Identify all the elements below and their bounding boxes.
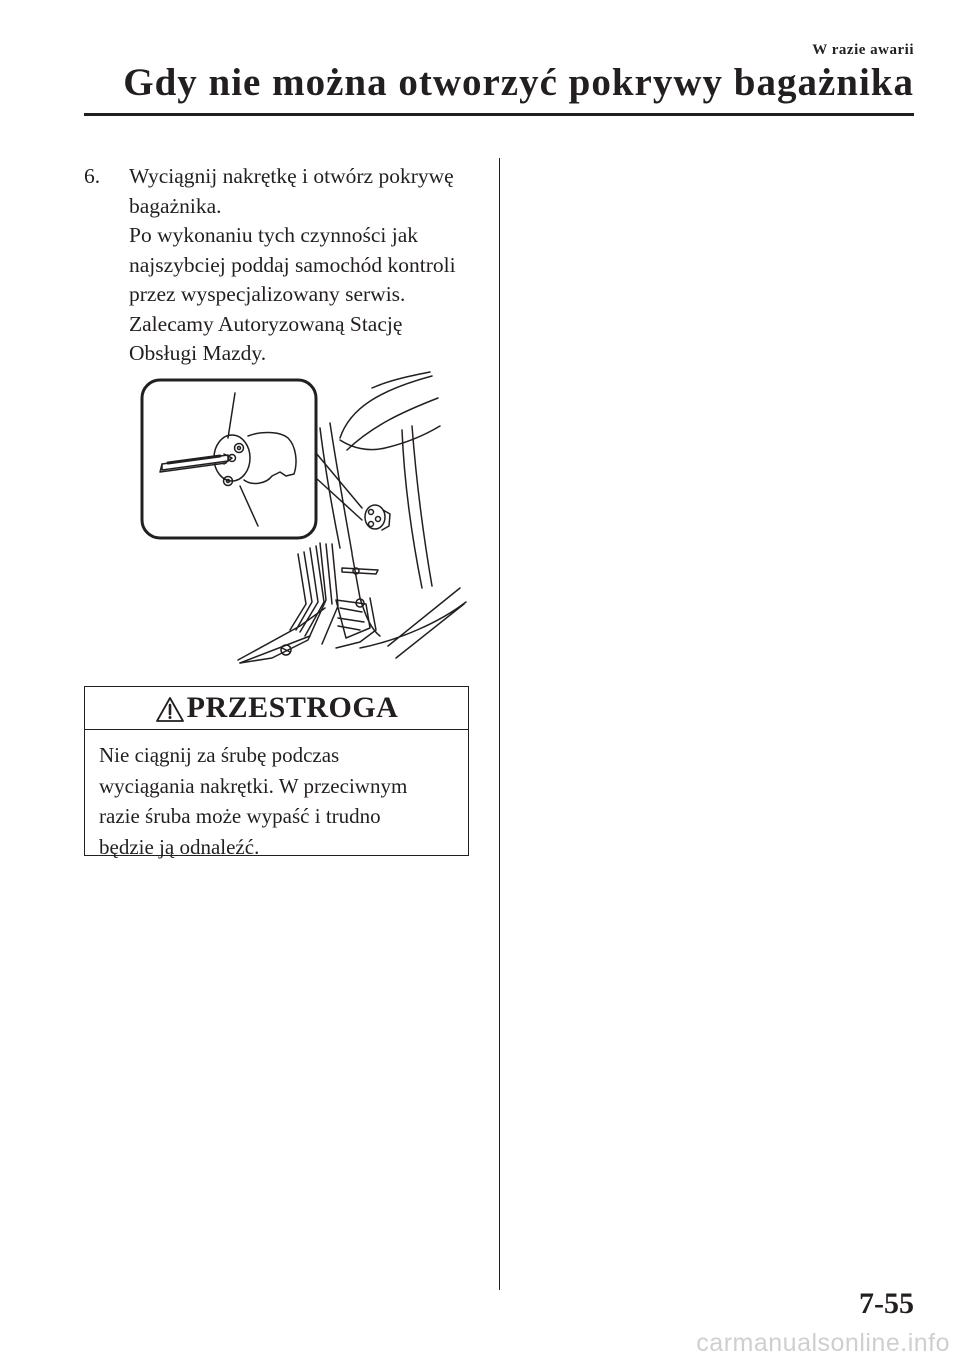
warning-triangle-icon <box>155 696 185 723</box>
caution-text <box>85 730 468 862</box>
caution-line: razie śruba może wypaść i trudno <box>99 804 381 828</box>
caution-header <box>85 687 468 730</box>
watermark: carmanualsonline.info <box>696 1329 950 1357</box>
step-line: Wyciągnij nakrętkę i otwórz pokrywę <box>129 164 454 188</box>
step-line: bagażnika. <box>129 193 222 218</box>
step-line: Po wykonaniu tych czynności jak <box>129 223 419 247</box>
nut-extraction-illustration <box>140 368 470 668</box>
page-number: 7-55 <box>859 1287 914 1320</box>
caution-line: Nie ciągnij za śrubę podczas <box>99 743 340 767</box>
section-label: W razie awarii <box>812 42 914 58</box>
step-line: Zalecamy Autoryzowaną Stację <box>129 311 403 336</box>
column-divider <box>499 158 500 1290</box>
step-text <box>129 162 484 369</box>
header-rule <box>84 113 914 116</box>
page-title: Gdy nie można otworzyć pokrywy bagażnika <box>123 61 914 104</box>
caution-title: PRZESTROGA <box>186 691 399 724</box>
step-line: Obsługi Mazdy. <box>129 341 267 365</box>
caution-line: wyciągania nakrętki. W przeciwnym <box>99 773 408 798</box>
step-6 <box>84 162 484 369</box>
step-line: najszybciej poddaj samochód kontroli <box>129 252 456 277</box>
caution-box <box>84 686 469 859</box>
step-line: przez wyspecjalizowany serwis. <box>129 282 406 306</box>
step-number: 6. <box>84 164 101 188</box>
caution-line: będzie ją odnaleźć. <box>99 834 260 859</box>
